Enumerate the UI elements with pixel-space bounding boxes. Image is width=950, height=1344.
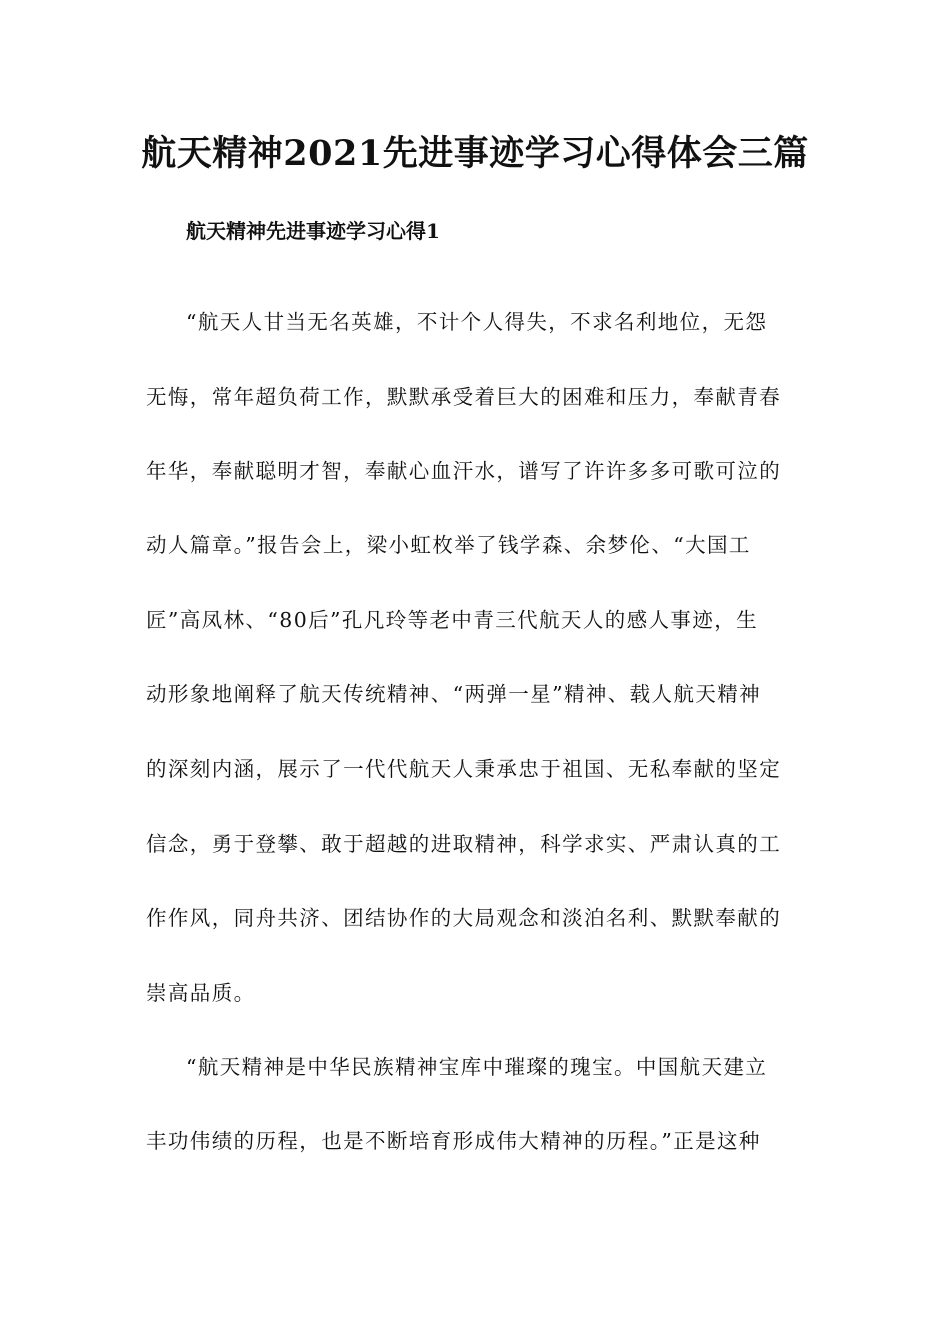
paragraph-line: 丰功伟绩的历程，也是不断培育形成伟大精神的历程。”正是这种 bbox=[146, 1129, 761, 1153]
paragraph-line: “航天精神是中华民族精神宝库中璀璨的瑰宝。中国航天建立 bbox=[186, 1055, 768, 1079]
paragraph-line: 动人篇章。”报告会上，梁小虹枚举了钱学森、余梦伦、“大国工 bbox=[146, 533, 751, 557]
document-title: 航天精神2021先进事迹学习心得体会三篇 bbox=[141, 133, 809, 174]
paragraph-line: 动形象地阐释了航天传统精神、“两弹一星”精神、载人航天精神 bbox=[146, 682, 762, 706]
paragraph-line: 作作风，同舟共济、团结协作的大局观念和淡泊名利、默默奉献的 bbox=[146, 906, 782, 930]
paragraph-line: 无悔，常年超负荷工作，默默承受着巨大的困难和压力，奉献青春 bbox=[146, 385, 782, 409]
paragraph-line: 的深刻内涵，展示了一代代航天人秉承忠于祖国、无私奉献的坚定 bbox=[146, 757, 782, 781]
paragraph-line: “航天人甘当无名英雄，不计个人得失，不求名利地位，无怨 bbox=[186, 310, 768, 334]
paragraph-line: 崇高品质。 bbox=[146, 981, 256, 1005]
paragraph-line: 匠”高凤林、“80后”孔凡玲等老中青三代航天人的感人事迹，生 bbox=[146, 608, 759, 632]
section-heading: 航天精神先进事迹学习心得1 bbox=[186, 219, 440, 243]
paragraph-line: 信念，勇于登攀、敢于超越的进取精神，科学求实、严肃认真的工 bbox=[146, 832, 782, 856]
paragraph-line: 年华，奉献聪明才智，奉献心血汗水，谱写了许许多多可歌可泣的 bbox=[146, 459, 782, 483]
